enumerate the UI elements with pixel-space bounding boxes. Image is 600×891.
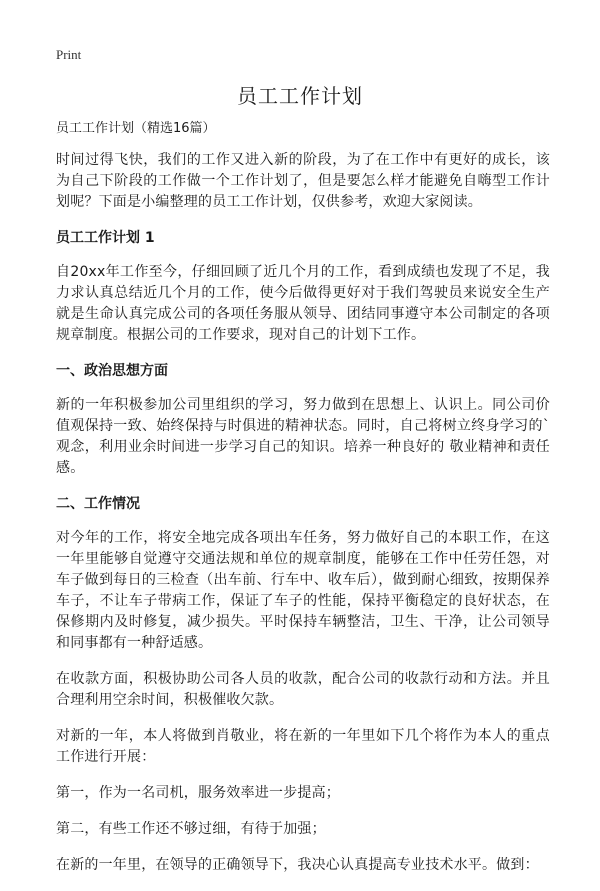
section1-paragraph: 新的一年积极参加公司里组织的学习，努力做到在思想上、认识上。同公司价值观保持一致、始终保持与时俱进的精神状态。同时，自己将树立终身学习的`观念，利用业余时间进一步学习自己的知识。培养一种良好的 敬业精神和责任感。 <box>56 397 550 476</box>
section2-heading: 二、工作情况 <box>56 496 140 512</box>
page-title: 员工工作计划 <box>237 84 363 108</box>
section1-heading: 一、政治思想方面 <box>56 363 168 379</box>
section2-paragraph-1: 对今年的工作，将安全地完成各项出车任务，努力做好自己的本职工作，在这一年里能够自觉遵守交通法规和单位的规章制度，能够在工作中任劳任怨，对车子做到每日的三检查（出车前、行车中、收车后），做到耐心细致，按期保养车子，不让车子带病工作，保证了车子的性能，保持平衡稳定的良好状态，在保修期内及时修复，减少损失。平时保持车辆整洁，卫生、干净，让公司领导和同事都有一种舒适感。 <box>56 530 550 651</box>
print-link[interactable]: Print <box>56 47 82 62</box>
document-body <box>56 119 550 891</box>
plan1-intro-paragraph: 自20xx年工作至今，仔细回顾了近几个月的工作，看到成绩也发现了不足，我力求认真总结近几个月的工作，使今后做得更好对于我们驾驶员来说安全生产就是生命认真完成公司的各项任务服从领导、团结同事遵守本公司制定的各项规章制度。根据公司的工作要求，现对自己的计划下工作。 <box>56 264 550 343</box>
plan1-heading: 员工工作计划 1 <box>56 230 155 246</box>
section2-paragraph-6: 在新的一年里，在领导的正确领导下，我决心认真提高专业技术水平。做到： <box>56 857 539 873</box>
intro-paragraph: 时间过得飞快，我们的工作又进入新的阶段，为了在工作中有更好的成长，该为自己下阶段的工作做一个工作计划了，但是要怎么样才能避免自嗨型工作计划呢？下面是小编整理的员工工作计划，仅供参考，欢迎大家阅读。 <box>56 152 550 210</box>
section2-paragraph-5: 第二，有些工作还不够过细，有待于加强； <box>56 821 326 837</box>
document-subtitle: 员工工作计划（精选16篇） <box>56 121 216 136</box>
section2-paragraph-2: 在收款方面，积极协助公司各人员的收款，配合公司的收款行动和方法。并且合理利用空余时间，积极催收欠款。 <box>56 671 550 708</box>
section2-paragraph-3: 对新的一年，本人将做到肖敬业，将在新的一年里如下几个将作为本人的重点工作进行开展： <box>56 728 550 765</box>
section2-paragraph-4: 第一，作为一名司机，服务效率进一步提高； <box>56 785 340 801</box>
